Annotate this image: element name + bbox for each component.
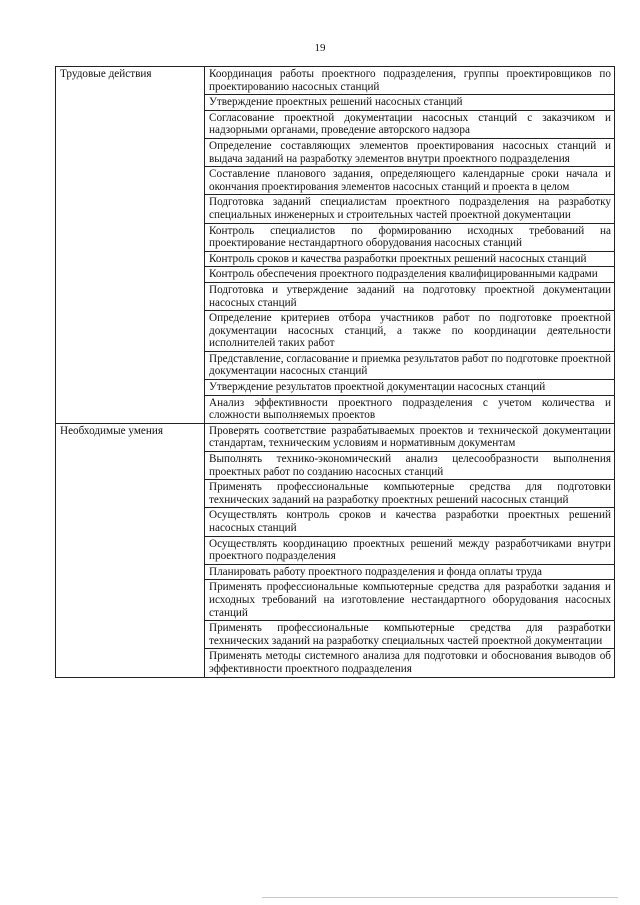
- table-cell-item: Представление, согласование и приемка результатов работ по подготовке проектной документации насосных станций: [205, 351, 615, 379]
- table-cell-item: Выполнять технико-экономический анализ целесообразности выполнения проектных работ по созданию насосных станций: [205, 452, 615, 480]
- table-cell-item: Согласование проектной документации насосных станций с заказчиком и надзорными органами, проведение авторского надзора: [205, 110, 615, 138]
- table-cell-item: Координация работы проектного подразделения, группы проектировщиков по проектированию насосных станций: [205, 67, 615, 95]
- table-cell-item: Осуществлять координацию проектных решений между разработчиками внутри проектного подразделения: [205, 536, 615, 564]
- table-cell-item: Определение критериев отбора участников работ по подготовке проектной документации насосных станций, а также по координации деятельности исполнителей таких работ: [205, 311, 615, 352]
- table-row: [56, 423, 615, 451]
- table-cell-item: Применять методы системного анализа для подготовки и обоснования выводов об эффективности проектного подразделения: [205, 649, 615, 677]
- table-cell-item: Проверять соответствие разрабатываемых проектов и технической документации стандартам, техническим условиям и нормативным документам: [205, 423, 615, 451]
- table-cell-item: Утверждение результатов проектной документации насосных станций: [205, 380, 615, 396]
- section-label: Трудовые действия: [56, 67, 205, 424]
- page-number: 19: [314, 42, 326, 54]
- bottom-divider: [262, 897, 618, 898]
- table-body: [56, 67, 615, 678]
- table-cell-item: Составление планового задания, определяющего календарные сроки начала и окончания проектирования элементов насосных станций и проекта в целом: [205, 167, 615, 195]
- table-cell-item: Применять профессиональные компьютерные средства для разработки задания и исходных требований на изготовление нестандартного оборудования насосных станций: [205, 580, 615, 621]
- table-cell-item: Определение составляющих элементов проектирования насосных станций и выдача заданий на разработку элементов внутри проектного подразделения: [205, 138, 615, 166]
- table-cell-item: Подготовка заданий специалистам проектного подразделения на разработку специальных инженерных и строительных частей проектной документации: [205, 195, 615, 223]
- table-cell-item: Контроль специалистов по формированию исходных требований на проектирование нестандартного оборудования насосных станций: [205, 223, 615, 251]
- table-cell-item: Осуществлять контроль сроков и качества разработки проектных решений насосных станций: [205, 508, 615, 536]
- table-cell-item: Планировать работу проектного подразделения и фонда оплаты труда: [205, 564, 615, 580]
- table-cell-item: Подготовка и утверждение заданий на подготовку проектной документации насосных станций: [205, 282, 615, 310]
- competency-table: [55, 66, 615, 678]
- table-cell-item: Утверждение проектных решений насосных станций: [205, 95, 615, 111]
- table-cell-item: Анализ эффективности проектного подразделения с учетом количества и сложности выполняемых проектов: [205, 395, 615, 423]
- table-cell-item: Применять профессиональные компьютерные средства для подготовки технических заданий на разработку проектных решений насосных станций: [205, 480, 615, 508]
- table-cell-item: Контроль обеспечения проектного подразделения квалифицированными кадрами: [205, 267, 615, 283]
- table-cell-item: Применять профессиональные компьютерные средства для разработки технических заданий на разработку специальных частей проектной документации: [205, 621, 615, 649]
- section-label: Необходимые умения: [56, 423, 205, 677]
- table-cell-item: Контроль сроков и качества разработки проектных решений насосных станций: [205, 251, 615, 267]
- table-row: [56, 67, 615, 95]
